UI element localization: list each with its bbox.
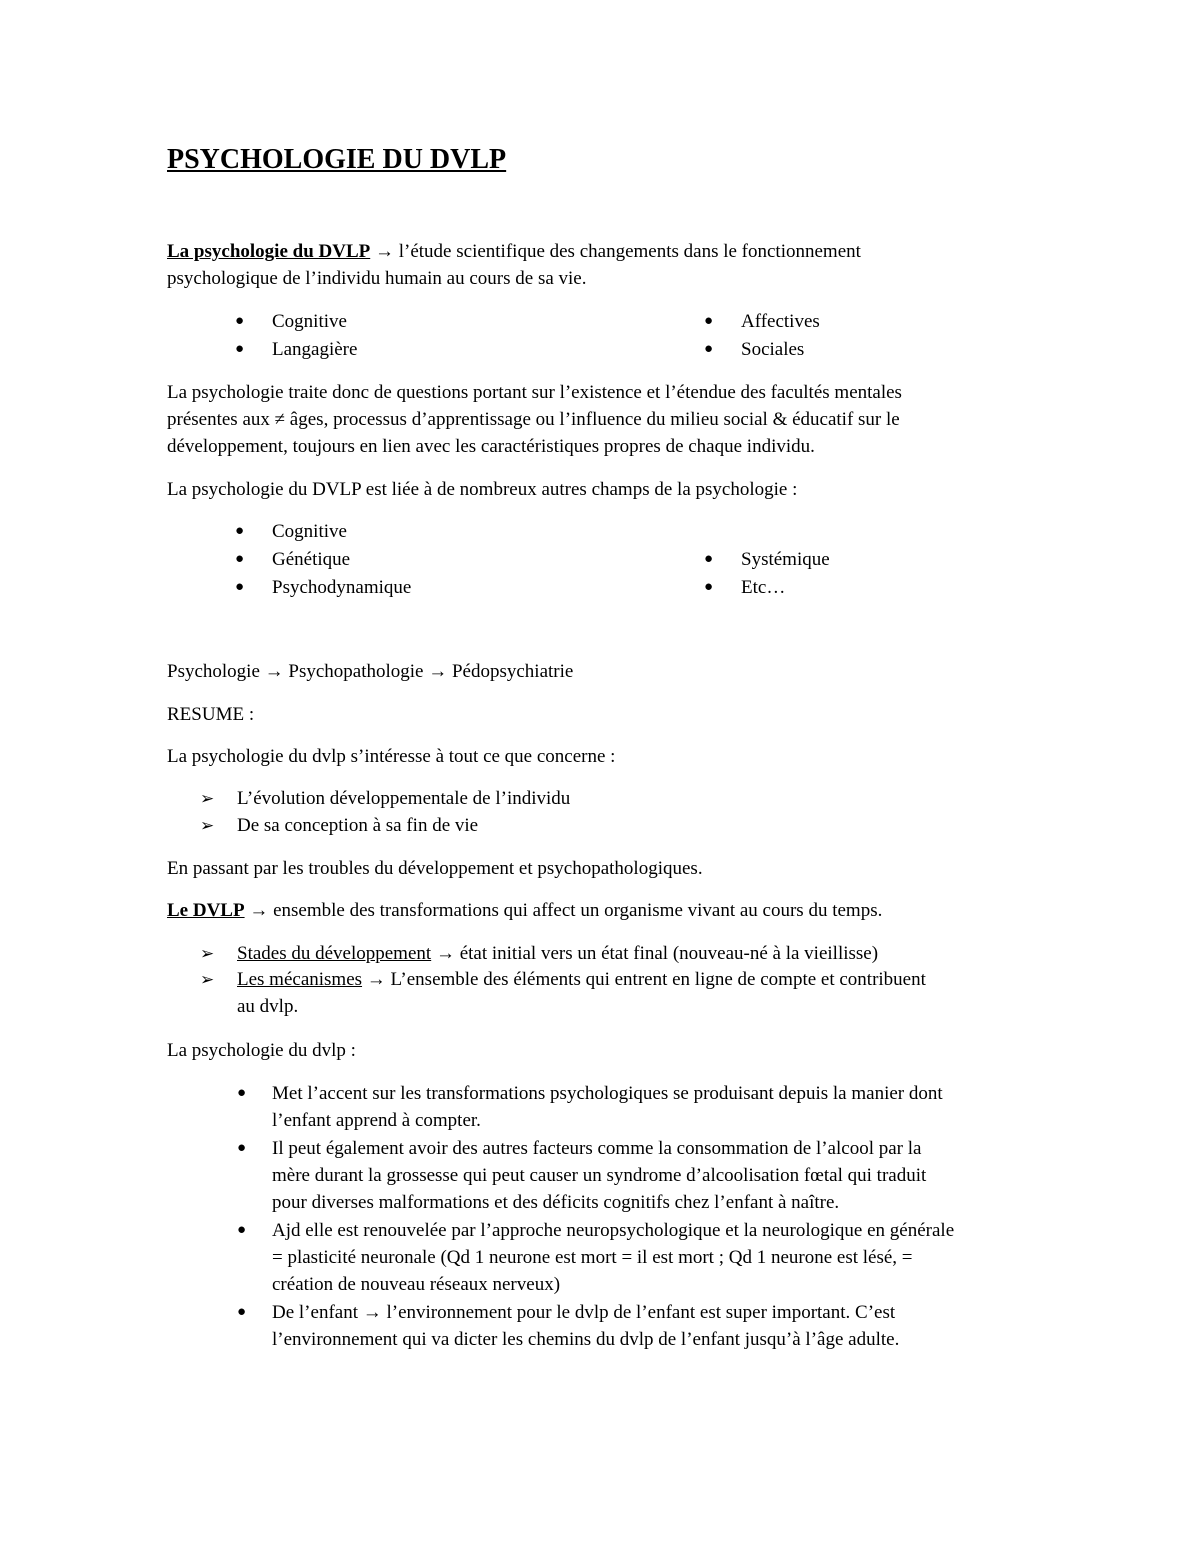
bullet-icon: ●	[704, 551, 714, 567]
list-item: ● Ajd elle est renouvelée par l’approche neuropsychologique et la neurologique en générale = plasticité neuronale (Qd 1 neurone est mort = il est mort ; Qd 1 neurone est lésé, = création de nouveau réseaux nerveux)	[272, 1217, 1033, 1298]
bullet-icon: ●	[235, 551, 245, 567]
bullet-icon: ●	[237, 1140, 247, 1156]
chain-line: Psychologie → Psychopathologie → Pédopsychiatrie	[167, 661, 574, 682]
paragraph: La psychologie du DVLP est liée à de nombreux autres champs de la psychologie :	[167, 479, 798, 500]
arrow-bullet-icon: ➢	[200, 970, 215, 989]
arrow-bullet-icon: ➢	[200, 944, 215, 963]
list-item: ● Cognitive	[272, 308, 347, 335]
arrow-bullet-icon: ➢	[200, 816, 215, 835]
stages-term: Stades du développement	[237, 943, 432, 964]
definition-term: La psychologie du DVLP	[167, 241, 371, 262]
bullet-icon: ●	[235, 523, 245, 539]
page-title: PSYCHOLOGIE DU DVLP	[167, 144, 507, 175]
list-item: ● Met l’accent sur les transformations psychologiques se produisant depuis la manier dont l’enfant apprend à compter.	[272, 1080, 1033, 1134]
paragraph-line: développement, toujours en lien avec les caractéristiques propres de chaque individu.	[167, 436, 815, 457]
resume-label: RESUME :	[167, 704, 255, 725]
list-item: ● Etc…	[741, 574, 785, 601]
list-item: ● Psychodynamique	[272, 574, 411, 601]
paragraph-line: présentes aux ≠ âges, processus d’apprentissage ou l’influence du milieu social & éducatif sur le	[167, 409, 900, 430]
definition-line-2: psychologique de l’individu humain au cours de sa vie.	[167, 268, 587, 289]
list-item: ● Il peut également avoir des autres facteurs comme la consommation de l’alcool par la mère durant la grossesse qui peut causer un syndrome d’alcoolisation fœtal qui traduit pour diverses malformations et des déficits cognitifs chez l’enfant à naître.	[272, 1135, 1033, 1216]
bullet-icon: ●	[704, 341, 714, 357]
bullet-icon: ●	[704, 579, 714, 595]
bullet-icon: ●	[237, 1222, 247, 1238]
mechanisms-term: Les mécanismes	[237, 969, 363, 990]
paragraph-line: La psychologie traite donc de questions portant sur l’existence et l’étendue des facultés mentales	[167, 382, 902, 403]
bullet-icon: ●	[235, 579, 245, 595]
list-item-continuation: au dvlp.	[237, 996, 299, 1017]
arrow-icon: →	[374, 241, 394, 262]
list-item: ● Systémique	[741, 546, 830, 573]
arrow-bullet-icon: ➢	[200, 789, 215, 808]
bullet-icon: ●	[704, 313, 714, 329]
list-item: ➢ L’évolution développementale de l’individu	[237, 785, 1033, 812]
bullet-icon: ●	[237, 1304, 247, 1320]
list-item: ● Sociales	[741, 336, 804, 363]
list-item: ➢ Les mécanismes → L’ensemble des éléments qui entrent en ligne de compte et contribuent	[237, 966, 1033, 993]
paragraph: La psychologie du dvlp :	[167, 1040, 356, 1061]
dvlp-text: → ensemble des transformations qui affect un organisme vivant au cours du temps.	[244, 900, 883, 921]
definition-line-1	[167, 238, 1033, 265]
definition-text: l’étude scientifique des changements dans le fonctionnement	[393, 241, 861, 262]
dvlp-term: Le DVLP	[167, 900, 245, 921]
bullet-icon: ●	[237, 1085, 247, 1101]
list-item: ● Génétique	[272, 546, 350, 573]
list-item: ● Cognitive	[272, 518, 347, 545]
list-item: ● Affectives	[741, 308, 820, 335]
list-item: ➢ Stades du développement → état initial vers un état final (nouveau-né à la vieillisse)	[237, 940, 1033, 967]
paragraph: En passant par les troubles du développement et psychopathologiques.	[167, 858, 703, 879]
bullet-icon: ●	[235, 313, 245, 329]
list-item: ➢ De sa conception à sa fin de vie	[237, 812, 1033, 839]
list-item: ● De l’enfant → l’environnement pour le dvlp de l’enfant est super important. C’est l’environnement qui va dicter les chemins du dvlp de l’enfant jusqu’à l’âge adulte.	[272, 1299, 1033, 1353]
dvlp-definition	[167, 897, 1033, 924]
resume-intro: La psychologie du dvlp s’intéresse à tout ce que concerne :	[167, 746, 616, 767]
list-item: ● Langagière	[272, 336, 357, 363]
bullet-icon: ●	[235, 341, 245, 357]
